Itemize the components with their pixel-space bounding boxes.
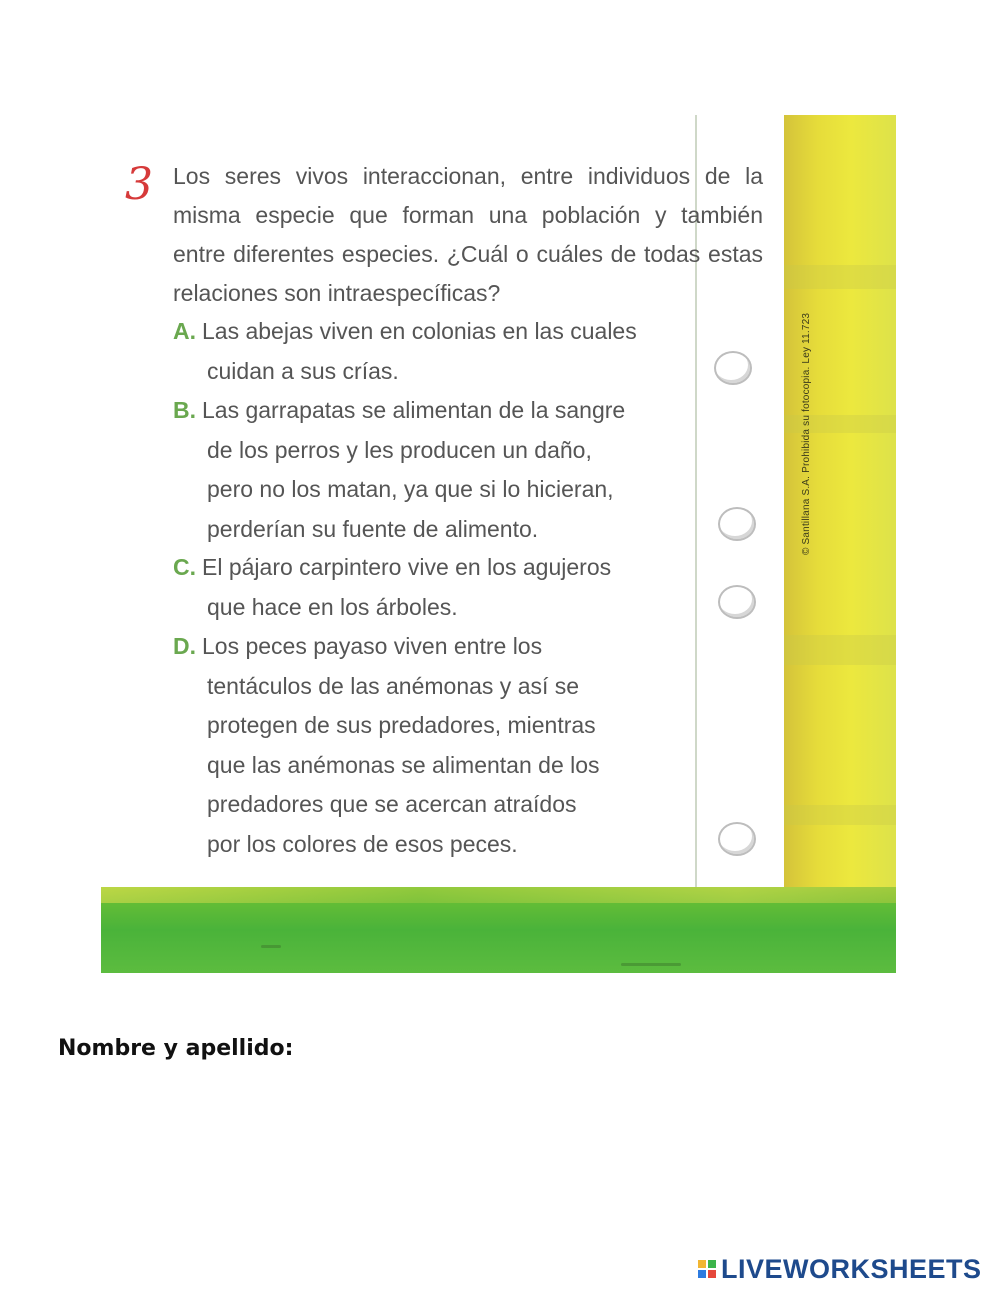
option-a: A. Las abejas viven en colonias en las cuales cuidan a sus crías.	[173, 318, 637, 384]
option-letter: D.	[173, 633, 196, 659]
liveworksheets-logo	[698, 1253, 982, 1284]
question-number: 3	[125, 159, 153, 210]
option-letter: A.	[173, 318, 196, 344]
option-d-radio[interactable]	[718, 822, 756, 856]
option-letter: C.	[173, 554, 196, 580]
copyright-notice: © Santillana S.A. Prohibida su fotocopia. Ley 11.723	[801, 312, 812, 555]
option-letter: B.	[173, 397, 196, 423]
name-field-label: Nombre y apellido:	[58, 1036, 294, 1061]
option-b-radio[interactable]	[718, 507, 756, 541]
brand-name: LIVEWORKSHEETS	[721, 1253, 982, 1284]
green-bottom-band	[101, 887, 896, 973]
option-c: C. El pájaro carpintero vive en los agujeros que hace en los árboles.	[173, 554, 612, 620]
question-text: Los seres vivos interaccionan, entre individuos de la misma especie que forman una población y también entre diferentes especies. ¿Cuál o cuáles de todas estas relaciones son intraespecíficas?	[173, 163, 763, 306]
textbook-scan	[101, 115, 896, 973]
option-b: B. Las garrapatas se alimentan de la sangre de los perros y les producen un daño, pero no los matan, ya que si lo hicieran, perderían su fuente de alimento.	[173, 397, 626, 542]
liveworksheets-icon	[698, 1260, 716, 1278]
option-c-radio[interactable]	[718, 585, 756, 619]
option-a-radio[interactable]	[714, 351, 752, 385]
option-d: D. Los peces payaso viven entre los tentáculos de las anémonas y así se protegen de sus predadores, mientras que las anémonas se alimentan de los predadores que se acercan atraídos por los colores de esos peces.	[173, 633, 600, 857]
